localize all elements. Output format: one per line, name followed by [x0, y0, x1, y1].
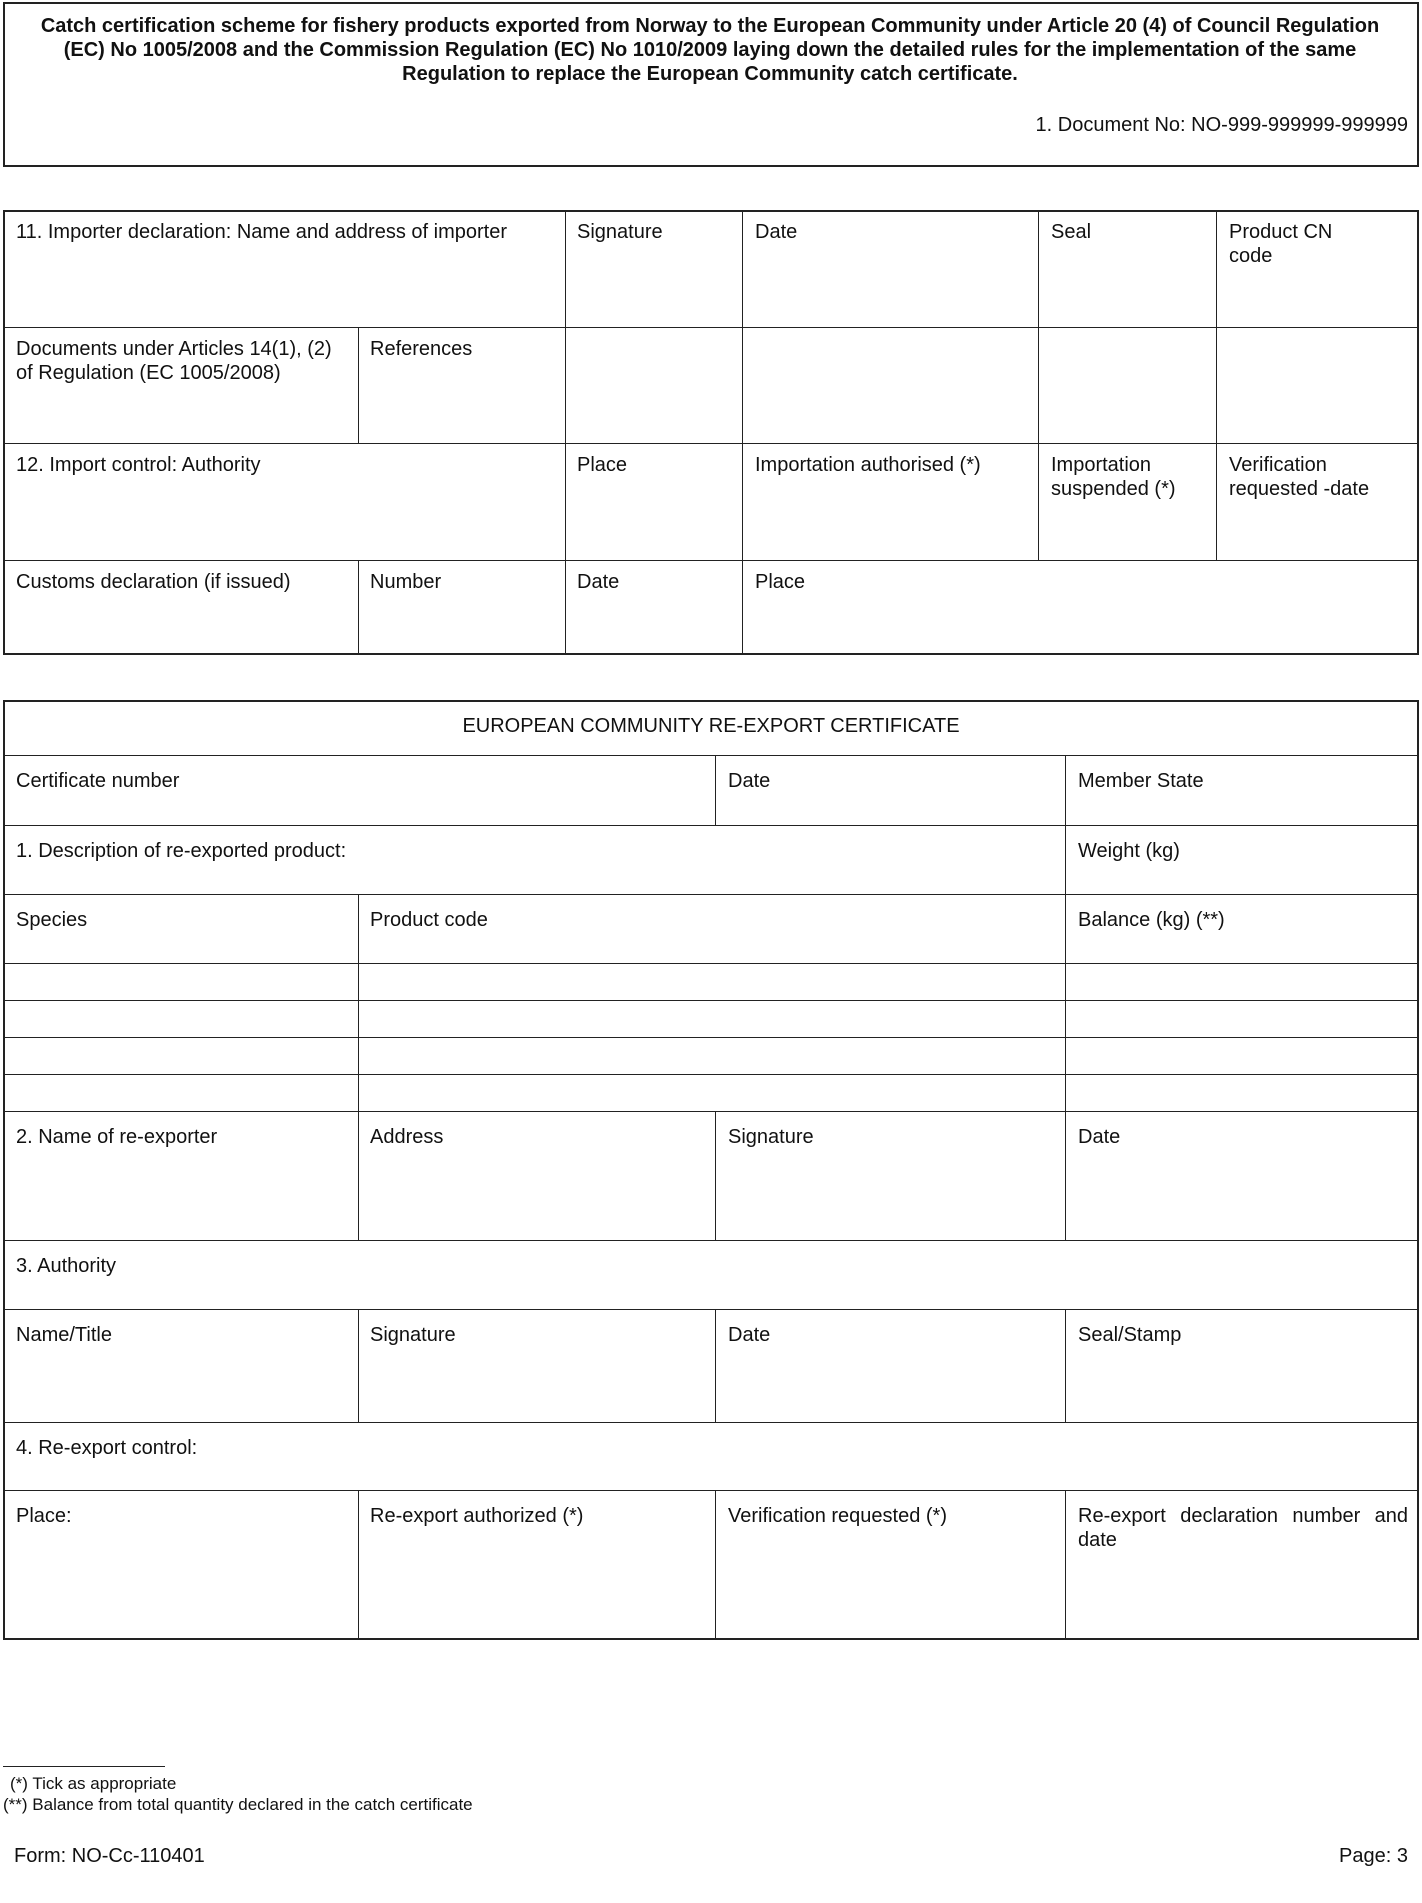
- member-state-label: Member State: [1078, 770, 1204, 792]
- customs-number-label: Number: [370, 571, 442, 593]
- customs-place-label: Place: [755, 571, 806, 593]
- product-code-label: Product code: [370, 909, 488, 931]
- footnote-separator: [3, 1766, 165, 1767]
- importer-date-label: Date: [755, 221, 798, 243]
- documents-articles-label: Documents under Articles 14(1), (2) of Regulation (EC 1005/2008): [16, 338, 332, 384]
- reexport-declaration-label: Re-export declaration number and date: [1078, 1505, 1408, 1551]
- balance-label: Balance (kg) (**): [1078, 909, 1225, 931]
- verification-requested-label: Verification requested (*): [728, 1505, 948, 1527]
- importer-seal-label: Seal: [1051, 221, 1092, 243]
- form-code: Form: NO-Cc-110401: [14, 1845, 205, 1867]
- weight-label: Weight (kg): [1078, 840, 1180, 862]
- certificate-number-label: Certificate number: [16, 770, 180, 792]
- customs-declaration-label: Customs declaration (if issued): [16, 571, 291, 593]
- importer-signature-label: Signature: [577, 221, 663, 243]
- reexport-date-label: Date: [728, 770, 771, 792]
- footnote-balance: (**) Balance from total quantity declared in the catch certificate: [3, 1795, 473, 1814]
- verification-requested-date-label: Verification requested -date: [1229, 454, 1370, 500]
- reexporter-date-label: Date: [1078, 1126, 1121, 1148]
- reexporter-name-label: 2. Name of re-exporter: [16, 1126, 218, 1148]
- footnote-tick: (*) Tick as appropriate: [10, 1774, 177, 1793]
- document-number: 1. Document No: NO-999-999999-999999: [1035, 114, 1408, 136]
- control-place-label: Place:: [16, 1505, 72, 1527]
- description-label: 1. Description of re-exported product:: [16, 840, 347, 862]
- import-control-place-label: Place: [577, 454, 628, 476]
- reexport-authorized-label: Re-export authorized (*): [370, 1505, 584, 1527]
- import-control-authority-label: 12. Import control: Authority: [16, 454, 261, 476]
- customs-date-label: Date: [577, 571, 620, 593]
- form-title: Catch certification scheme for fishery products exported from Norway to the European Community under Article 20 (4) of Council Regulation (EC) No 1005/2008 and the Commission Regulation (EC) No 1010/2009 laying down the detailed rules for the implementation of the same Regulation to replace the European Community catch certificate.: [40, 15, 1380, 85]
- reexport-certificate-title: EUROPEAN COMMUNITY RE-EXPORT CERTIFICATE: [462, 715, 960, 737]
- page-number: Page: 3: [1339, 1845, 1408, 1867]
- importation-authorised-label: Importation authorised (*): [755, 454, 981, 476]
- authority-date-label: Date: [728, 1324, 771, 1346]
- product-cn-code-label: Product CN code: [1229, 221, 1333, 267]
- importation-suspended-label: Importation suspended (*): [1051, 454, 1176, 500]
- reexport-control-label: 4. Re-export control:: [16, 1437, 198, 1459]
- reexporter-signature-label: Signature: [728, 1126, 814, 1148]
- authority-signature-label: Signature: [370, 1324, 456, 1346]
- name-title-label: Name/Title: [16, 1324, 112, 1346]
- references-label: References: [370, 338, 473, 360]
- reexporter-address-label: Address: [370, 1126, 444, 1148]
- importer-declaration-label: 11. Importer declaration: Name and address of importer: [16, 221, 507, 243]
- authority-label: 3. Authority: [16, 1255, 117, 1277]
- seal-stamp-label: Seal/Stamp: [1078, 1324, 1182, 1346]
- species-label: Species: [16, 909, 88, 931]
